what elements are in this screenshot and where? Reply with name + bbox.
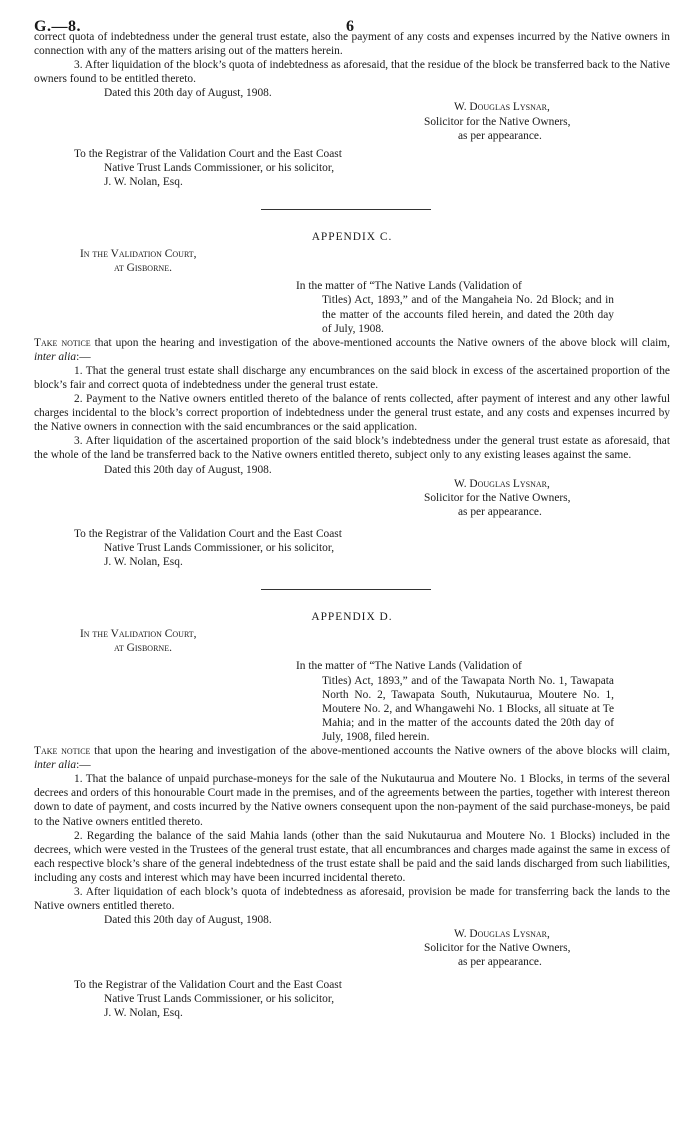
addressee-block [34, 147, 670, 189]
document-reference: G.—8. [34, 18, 81, 35]
addressee-line-1: To the Registrar of the Validation Court and the East Coast [74, 147, 342, 160]
notice-paragraph [34, 336, 670, 364]
notice-italic: inter alia [34, 350, 77, 363]
paragraph-3: 3. After liquidation of the ascertained proportion of the said block’s indebtedness under the general trust estate as aforesaid, that the whole of the land be transferred back to the Native owners entitled thereto, subject only to any existing leases against the same. [34, 435, 670, 462]
paragraph-2: 2. Regarding the balance of the said Mahia lands (other than the said Nukutaurua and Moutere No. 1 Blocks) included in the decrees, which were vested in the Trustees of the general trust estate, that all encumbrances and charges made against the same in excess of each respective block’s share of the general indebtedness of the trust estate shall be paid and the said lands discharged from such liabilities, including any costs and interest which may have been incurred incidental thereto. [34, 829, 670, 884]
signature-name: W. Douglas Lysnar, [454, 101, 550, 114]
signature-block [34, 477, 670, 519]
court-name: In the Validation Court, [80, 248, 197, 261]
addressee-line-2: Native Trust Lands Commissioner, or his solicitor, [104, 161, 335, 174]
notice-lead: Take notice [34, 745, 91, 758]
notice-end: :— [76, 350, 91, 363]
addressee-block [34, 527, 670, 569]
dated-line: Dated this 20th day of August, 1908. [104, 463, 272, 476]
appendix-d [34, 610, 670, 1020]
appendix-heading: APPENDIX D. [311, 611, 393, 624]
signature-name: W. Douglas Lysnar, [454, 928, 550, 941]
signature-block [34, 927, 670, 969]
addressee-line-3: J. W. Nolan, Esq. [104, 1006, 183, 1019]
section-divider [261, 209, 431, 210]
notice-lead: Take notice [34, 336, 91, 349]
court-location: at Gisborne. [114, 642, 172, 655]
notice-text: that upon the hearing and investigation of the above-mentioned accounts the Native owners of the above block will claim, [90, 336, 671, 349]
paragraph-2: 2. Payment to the Native owners entitled thereto of the balance of rents collected, after payment of interest and any other lawful charges incidental to the block’s correct proportion of indebtedness under the general trust estate, and any costs and expenses incurred by the Native owners in connection with the said encumbrances or the said application. [34, 393, 670, 434]
addressee-line-2: Native Trust Lands Commissioner, or his solicitor, [104, 542, 335, 554]
continuation-paragraph: correct quota of indebtedness under the general trust estate, also the payment of any costs and expenses incurred by the Native owners in connection with any of the matters arising out of the matters herein. [34, 31, 670, 58]
matter-caption [296, 279, 614, 335]
addressee-block [34, 978, 670, 1020]
addressee-line-1: To the Registrar of the Validation Court and the East Coast [74, 527, 342, 540]
signature-block [34, 100, 670, 142]
notice-text: that upon the hearing and investigation of the above-mentioned accounts the Native owners of the above blocks will claim, [90, 745, 671, 758]
court-caption [34, 627, 670, 655]
paragraph-3: 3. After liquidation of the block’s quota of indebtedness as aforesaid, that the residue of the block be transferred back to the Native owners found to be entitled thereto. [34, 59, 670, 86]
dated-line: Dated this 20th day of August, 1908. [104, 914, 272, 927]
matter-rest: Titles) Act, 1893,” and of the Tawapata North No. 1, Tawapata North No. 2, Tawapata South, Nukutaurua, Moutere No. 1, Moutere No. 2, and Whangawehi No. 1 Blocks, all situate at Te Mahia; and in the matter of the accounts dated the 20th day of July, 1908, filed herein. [322, 674, 614, 743]
signature-note: as per appearance. [458, 505, 542, 518]
matter-first-line: In the matter of “The Native Lands (Validation of [296, 280, 522, 293]
court-caption [34, 247, 670, 275]
signature-title: Solicitor for the Native Owners, [424, 115, 571, 128]
notice-italic: inter alia [34, 759, 77, 772]
matter-rest: Titles) Act, 1893,” and of the Mangaheia No. 2d Block; and in the matter of the accounts filed herein, and dated the 20th day of July, 1908. [322, 294, 614, 335]
court-name: In the Validation Court, [80, 628, 197, 641]
paragraph-1: 1. That the balance of unpaid purchase-moneys for the sale of the Nukutaurua and Moutere No. 1 Blocks, in terms of the several decrees and orders of this honourable Court made in the premises, and of the agreements between the parties, together with interest thereon down to date of payment, and costs incurred by the Native owners consequent upon the non-payment of the said purchase-moneys, be paid to the Native owners entitled thereto. [34, 773, 670, 828]
paragraph-3: 3. After liquidation of each block’s quota of indebtedness as aforesaid, provision be made for transferring back the lands to the Native owners entitled thereto. [34, 885, 670, 913]
addressee-line-3: J. W. Nolan, Esq. [104, 556, 183, 569]
paragraph-1: 1. That the general trust estate shall discharge any encumbrances on the said block in excess of the ascertained proportion of the block’s fair and correct quota of indebtedness under the general trust estate. [34, 364, 670, 391]
appendix-heading: APPENDIX C. [311, 231, 393, 244]
addressee-line-1: To the Registrar of the Validation Court and the East Coast [74, 978, 342, 991]
section-divider [261, 589, 431, 590]
signature-title: Solicitor for the Native Owners, [424, 942, 571, 955]
appendix-c [34, 230, 670, 569]
dated-line: Dated this 20th day of August, 1908. [104, 87, 272, 100]
page-number: 6 [346, 18, 354, 35]
signature-note: as per appearance. [458, 129, 542, 142]
matter-caption [296, 659, 614, 744]
page-header [34, 0, 670, 35]
court-location: at Gisborne. [114, 262, 172, 275]
notice-paragraph [34, 744, 670, 772]
document-page [34, 0, 670, 1020]
notice-end: :— [76, 759, 91, 772]
signature-title: Solicitor for the Native Owners, [424, 491, 571, 504]
addressee-line-2: Native Trust Lands Commissioner, or his solicitor, [104, 992, 335, 1005]
matter-first-line: In the matter of “The Native Lands (Validation of [296, 660, 522, 673]
addressee-line-3: J. W. Nolan, Esq. [104, 175, 183, 188]
signature-note: as per appearance. [458, 956, 542, 969]
signature-name: W. Douglas Lysnar, [454, 477, 550, 490]
